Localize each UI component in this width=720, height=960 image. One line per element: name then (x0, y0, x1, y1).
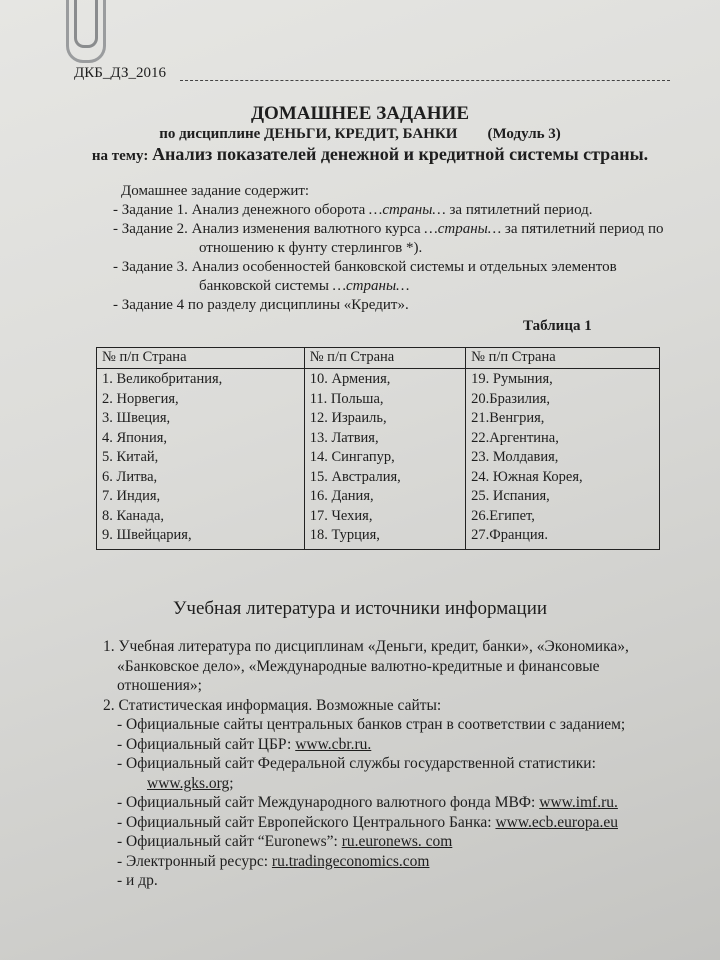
country: 8. Канада, (102, 507, 165, 524)
site-item (103, 774, 629, 794)
site-item (103, 793, 629, 813)
country: 3. Швеция, (102, 410, 171, 426)
country: 9. Швейцария, (102, 527, 192, 543)
site-link[interactable]: ru.euronews. com (341, 833, 453, 850)
literature-heading: Учебная литература и источники информации (172, 598, 548, 619)
country: 21.Венгрия, (471, 410, 545, 426)
table-row (97, 369, 660, 550)
site-item (103, 754, 629, 774)
task-3-cont (113, 277, 663, 296)
column-header: № п/п Страна (304, 348, 465, 369)
country: 22.Аргентина, (471, 429, 559, 446)
literature-item-1: 1. Учебная литература по дисциплинам «Деньги, кредит, банки», «Экономика», (103, 638, 629, 655)
country: 19. Румыния, (471, 371, 553, 387)
literature-list (103, 637, 629, 891)
country-column-1 (97, 369, 305, 550)
country: 12. Израиль, (309, 410, 387, 426)
paperclip-inner-icon (74, 0, 98, 48)
country: 5. Китай, (102, 449, 159, 465)
site-item (103, 735, 629, 755)
country: 15. Австралия, (309, 468, 401, 485)
country: 1. Великобритания, (102, 371, 223, 387)
country: 25. Испания, (471, 488, 550, 504)
site-item (103, 852, 629, 872)
task-2-placeholder: …страны… (424, 221, 502, 237)
site-link[interactable]: www.gks.org (147, 774, 230, 792)
site-text: - Официальный сайт Международного валютного фонда МВФ: (117, 794, 540, 811)
column-header: № п/п Страна (97, 348, 305, 369)
country-column-2 (304, 369, 465, 550)
table-header-row (97, 348, 660, 369)
site-link[interactable]: www.cbr.ru. (295, 735, 372, 753)
site-text: - Официальный сайт ЦБР: (117, 735, 296, 753)
topic-prefix: на тему: (91, 148, 149, 164)
site-text: - Электронный ресурс: (117, 852, 272, 870)
discipline: по дисциплине ДЕНЬГИ, КРЕДИТ, БАНКИ (159, 126, 458, 142)
literature-item-2: 2. Статистическая информация. Возможные сайты: (103, 696, 442, 714)
task-2-text: - Задание 2. Анализ изменения валютного курса (113, 221, 425, 237)
task-4: - Задание 4 по разделу дисциплины «Кредит». (113, 297, 409, 313)
country: 23. Молдавия, (471, 449, 559, 465)
country-column-3 (466, 369, 660, 550)
country: 27.Франция. (471, 527, 548, 543)
document-code: ДКБ_ДЗ_2016 (74, 65, 166, 81)
country: 10. Армения, (309, 371, 391, 387)
countries-table (96, 347, 660, 550)
document-title: ДОМАШНЕЕ ЗАДАНИЕ (250, 103, 470, 124)
site-link[interactable]: www.ecb.europa.eu (495, 813, 618, 831)
site-text: - и др. (117, 872, 158, 889)
task-1 (113, 201, 663, 220)
task-1-placeholder: …страны… (368, 202, 446, 218)
site-text: - Официальные сайты центральных банков стран в соответствии с заданием; (117, 716, 626, 733)
site-link[interactable]: www.imf.ru. (539, 794, 618, 811)
site-text: - Официальный сайт Европейского Центрального Банка: (117, 813, 496, 831)
header-divider (180, 80, 670, 81)
literature-item-1-cont: отношения»; (117, 677, 202, 694)
site-link[interactable]: ru.tradingeconomics.com (271, 852, 430, 870)
task-2-cont: отношению к фунту стерлингов *). (199, 240, 423, 256)
site-item (103, 813, 629, 833)
site-item (103, 715, 629, 735)
site-item (103, 871, 629, 891)
discipline-line (0, 126, 720, 143)
task-2 (113, 220, 663, 239)
site-text: ; (229, 774, 234, 792)
module: (Модуль 3) (487, 126, 561, 142)
task-1-text: - Задание 1. Анализ денежного оборота (113, 202, 369, 218)
country: 11. Польша, (309, 390, 384, 407)
country: 4. Япония, (102, 429, 167, 446)
contents-intro: Домашнее задание содержит: (121, 183, 310, 199)
topic-text: Анализ показателей денежной и кредитной системы страны. (152, 144, 649, 164)
site-text: - Официальный сайт “Euronews”: (117, 833, 342, 850)
task-1-text-end: за пятилетний период. (445, 202, 593, 218)
task-3-text-end: банковской системы (199, 278, 333, 294)
country: 17. Чехия, (309, 507, 373, 524)
country: 24. Южная Корея, (471, 468, 583, 485)
country: 2. Норвегия, (102, 390, 179, 407)
task-3: - Задание 3. Анализ особенностей банковской системы и отдельных элементов (113, 259, 617, 275)
country: 7. Индия, (102, 488, 161, 504)
site-item (103, 832, 629, 852)
contents-list (113, 182, 663, 315)
country: 16. Дания, (309, 488, 374, 504)
country: 18. Турция, (309, 527, 380, 543)
literature-item-1-cont: «Банковское дело», «Международные валютно-кредитные и финансовые (117, 657, 600, 675)
task-2-text-end: за пятилетний период по (501, 221, 664, 237)
table-title: Таблица 1 (523, 318, 592, 334)
country: 14. Сингапур, (309, 449, 395, 465)
country: 6. Литва, (102, 468, 158, 485)
country: 26.Египет, (471, 507, 535, 524)
site-text: - Официальный сайт Федеральной службы государственной статистики: (117, 755, 596, 772)
country: 20.Бразилия, (471, 390, 551, 407)
task-3-placeholder: …страны… (332, 278, 410, 294)
column-header: № п/п Страна (466, 348, 660, 369)
topic-line (0, 144, 720, 165)
country: 13. Латвия, (309, 429, 379, 446)
